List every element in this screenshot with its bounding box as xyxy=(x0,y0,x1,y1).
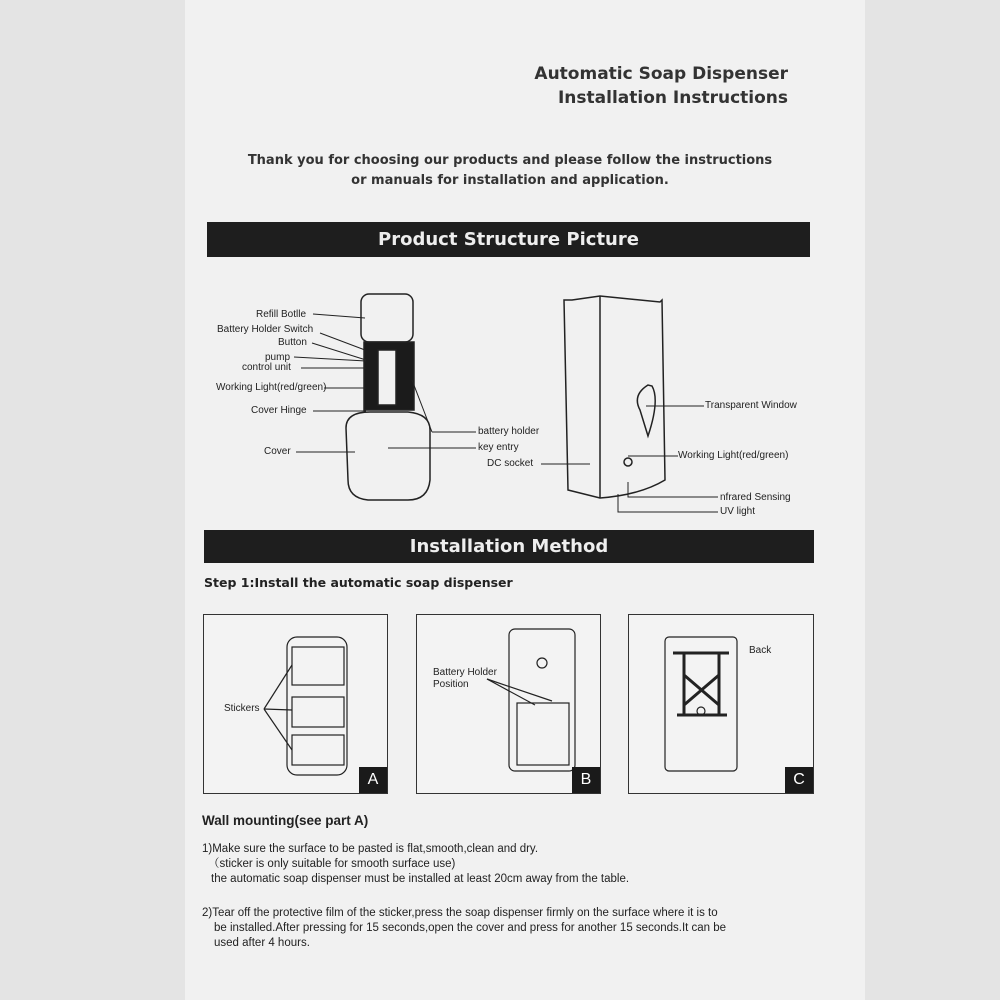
transparent-window-shape xyxy=(637,385,655,436)
step-1-heading: Step 1:Install the automatic soap dispenser xyxy=(204,575,513,590)
refill-bottle-shape xyxy=(361,294,413,342)
label-working-light-right: Working Light(red/green) xyxy=(678,450,789,461)
label-stickers: Stickers xyxy=(224,703,260,714)
title-line-2: Installation Instructions xyxy=(557,88,788,108)
label-line-2: Position xyxy=(433,679,469,690)
label-back: Back xyxy=(749,645,772,656)
label-transparent-window: Transparent Window xyxy=(705,400,797,411)
label-battery-holder: battery holder xyxy=(478,426,540,437)
dispenser-side-shape xyxy=(564,296,665,498)
section-heading-installation: Installation Method xyxy=(204,530,814,563)
label-cover-hinge: Cover Hinge xyxy=(251,405,307,416)
line: （sticker is only suitable for smooth surface use) xyxy=(208,858,456,870)
label-cover: Cover xyxy=(264,446,291,457)
label-battery-holder-switch: Battery Holder Switch xyxy=(217,324,314,335)
label-refill-bottle: Refill Botlle xyxy=(256,309,307,320)
instruction-paragraph-1 xyxy=(202,842,629,887)
line: 2)Tear off the protective film of the sticker,press the soap dispenser firmly on the surface where it is to xyxy=(202,907,718,919)
title-line-1: Automatic Soap Dispenser xyxy=(534,64,788,84)
panel-c xyxy=(628,614,814,794)
label-uv-light: UV light xyxy=(720,506,756,517)
thanks-line-2: or manuals for installation and application. xyxy=(351,173,669,188)
instruction-paragraph-2 xyxy=(202,906,726,951)
wall-mounting-heading: Wall mounting(see part A) xyxy=(202,813,369,828)
line: used after 4 hours. xyxy=(214,937,310,949)
panel-tag-c: C xyxy=(785,767,813,793)
panel-a xyxy=(203,614,388,794)
label-key-entry: key entry xyxy=(478,442,519,453)
label-pump: pump xyxy=(265,352,291,363)
label-dc-socket: DC socket xyxy=(487,458,534,469)
thanks-line-1: Thank you for choosing our products and please follow the instructions xyxy=(247,153,773,168)
cover-shape xyxy=(346,412,430,500)
line: the automatic soap dispenser must be installed at least 20cm away from the table. xyxy=(211,873,630,885)
line: 1)Make sure the surface to be pasted is flat,smooth,clean and dry. xyxy=(202,843,539,855)
line: be installed.After pressing for 15 seconds,open the cover and press for another 15 seconds.It can be xyxy=(214,922,727,934)
label-working-light: Working Light(red/green) xyxy=(216,382,327,393)
panel-tag-b: B xyxy=(572,767,600,793)
label-battery-holder-position xyxy=(433,667,497,691)
section-heading-structure: Product Structure Picture xyxy=(207,222,810,257)
panel-b xyxy=(416,614,601,794)
label-button: Button xyxy=(278,337,307,348)
label-infrared-sensing: nfrared Sensing xyxy=(720,492,791,503)
panel-tag-a: A xyxy=(359,767,387,793)
label-control-unit: control unit xyxy=(242,362,291,373)
label-line-1: Battery Holder xyxy=(433,667,497,678)
